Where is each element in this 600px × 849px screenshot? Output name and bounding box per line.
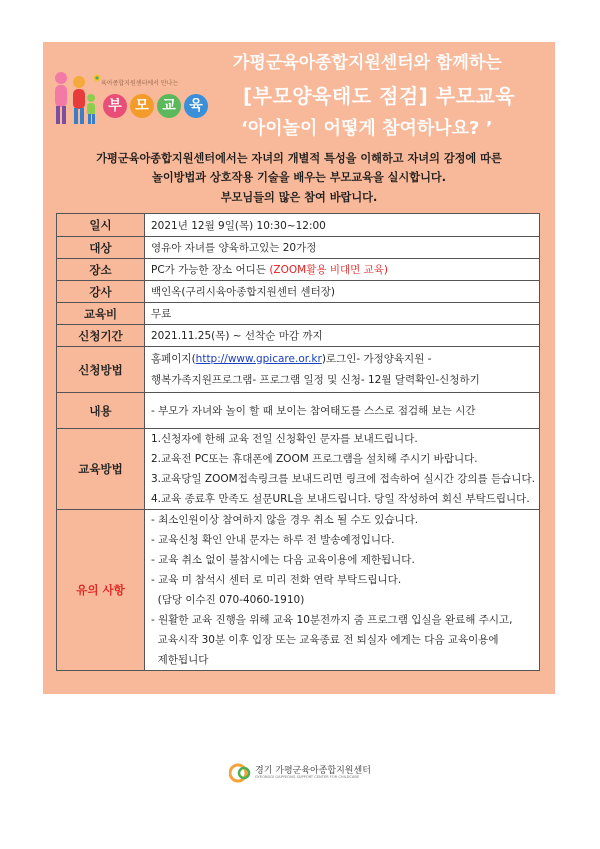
notes-line: - 교육 취소 없이 불참시에는 다음 교육이용에 제한됩니다. (151, 554, 415, 566)
program-info-table (56, 213, 540, 671)
content-value: - 부모가 자녀와 놀이 할 때 보이는 참여태도를 스스로 점검해 보는 시간 (145, 393, 540, 429)
table-row-notes (57, 510, 540, 671)
center-logo-icon (93, 74, 101, 82)
edu-method-line: 3.교육당일 ZOOM접속링크를 보내드리면 링크에 접속하여 실시간 강의를 듣습니다. (151, 473, 535, 485)
header-subtitle: 가평군육아종합지원센터와 함께하는 (233, 53, 502, 73)
edu-method-line: 1.신청자에 한해 교육 전일 신청확인 문자를 보내드립니다. (151, 433, 418, 445)
table-row-place (57, 259, 540, 281)
program-logo (49, 68, 211, 130)
date-value: 2021년 12월 9일(목) 10:30~12:00 (145, 214, 540, 237)
notes-line: 제한됩니다 (151, 654, 209, 666)
notes-value (145, 510, 540, 671)
notes-line: 교육시작 30분 이후 입장 또는 교육종료 전 퇴실자 에게는 다음 교육이용에 (151, 634, 499, 646)
method-line-2: 행복가족지원프로그램- 프로그램 일정 및 신청- 12월 달력확인-신청하기 (151, 373, 480, 386)
table-row-instructor (57, 281, 540, 303)
family-illustration-icon (49, 68, 97, 130)
method-suffix: )로그인- 가정양육지원 - (321, 352, 432, 365)
notes-line: (담당 이수진 070-4060-1910) (151, 594, 305, 606)
table-row-fee (57, 303, 540, 325)
table-row-period (57, 325, 540, 347)
place-value (145, 259, 540, 281)
footer-org-logo (229, 762, 379, 784)
target-label: 대상 (57, 237, 145, 259)
instructor-label: 강사 (57, 281, 145, 303)
center-logo-icon (229, 762, 253, 784)
footer-org-subtitle: GYEONGGI GAPYEONG SUPPORT CENTER FOR CHILDCARE (255, 775, 360, 779)
notes-line: - 교육신청 확인 안내 문자는 하루 전 발송예정입니다. (151, 534, 395, 546)
table-row-content (57, 393, 540, 429)
header-title: [부모양육태도 점검] 부모교육 (243, 84, 516, 108)
content-label: 내용 (57, 393, 145, 429)
edu-method-line: 2.교육전 PC또는 휴대폰에 ZOOM 프로그램을 설치해 주시기 바랍니다. (151, 453, 478, 465)
instructor-value: 백인옥(구리시육아종합지원센터 센터장) (145, 281, 540, 303)
fee-label: 교육비 (57, 303, 145, 325)
place-text: PC가 가능한 장소 어디든 (151, 264, 270, 276)
target-value: 영유아 자녀를 양육하고있는 20가정 (145, 237, 540, 259)
fee-value: 무료 (145, 303, 540, 325)
intro-line-1: 가평군육아종합지원센터에서는 자녀의 개별적 특성을 이해하고 자녀의 감정에 따른 (96, 152, 502, 165)
edu-method-value (145, 429, 540, 510)
logo-tagline: 육아종합지원센터에서 만나는 (101, 80, 179, 87)
date-label: 일시 (57, 214, 145, 237)
poster-panel (43, 42, 555, 694)
logo-char-4: 육 (184, 94, 208, 118)
intro-line-3: 부모님들의 많은 참여 바랍니다. (220, 191, 378, 204)
logo-char-3: 교 (157, 94, 181, 118)
place-zoom-note: (ZOOM활용 비대면 교육) (269, 264, 388, 276)
method-label: 신청방법 (57, 347, 145, 393)
logo-char-1: 부 (103, 94, 127, 118)
notes-line: - 최소인원이상 참여하지 않을 경우 취소 될 수도 있습니다. (151, 514, 419, 526)
intro-line-2: 놀이방법과 상호작용 기술을 배우는 부모교육을 실시합니다. (152, 171, 446, 184)
edu-method-line: 4.교육 종료후 만족도 설문URL을 보내드립니다. 당일 작성하여 회신 부탁드립니다. (151, 493, 530, 505)
method-line-1 (151, 349, 533, 370)
table-row-edu-method (57, 429, 540, 510)
footer-org-name: 경기 가평군육아종합지원센터 (255, 766, 371, 776)
method-prefix: 홈페이지( (151, 352, 196, 365)
method-value (145, 347, 540, 393)
logo-title (103, 94, 208, 118)
period-value: 2021.11.25(목) ~ 선착순 마감 까지 (145, 325, 540, 347)
table-row-target (57, 237, 540, 259)
table-row-method (57, 347, 540, 393)
logo-char-2: 모 (130, 94, 154, 118)
notes-line: - 교육 미 참석시 센터 로 미리 전화 연락 부탁드립니다. (151, 574, 402, 586)
header-question: ‘아이놀이 어떻게 참여하나요? ’ (241, 118, 493, 139)
notes-line: - 원활한 교육 진행을 위해 교육 10분전까지 줌 프로그램 입실을 완료해 주시고, (151, 614, 513, 626)
period-label: 신청기간 (57, 325, 145, 347)
place-label: 장소 (57, 259, 145, 281)
notes-label: 유의 사항 (57, 510, 145, 671)
table-row-date (57, 214, 540, 237)
homepage-link[interactable]: http://www.gpicare.or.kr (195, 352, 322, 365)
edu-method-label: 교육방법 (57, 429, 145, 510)
